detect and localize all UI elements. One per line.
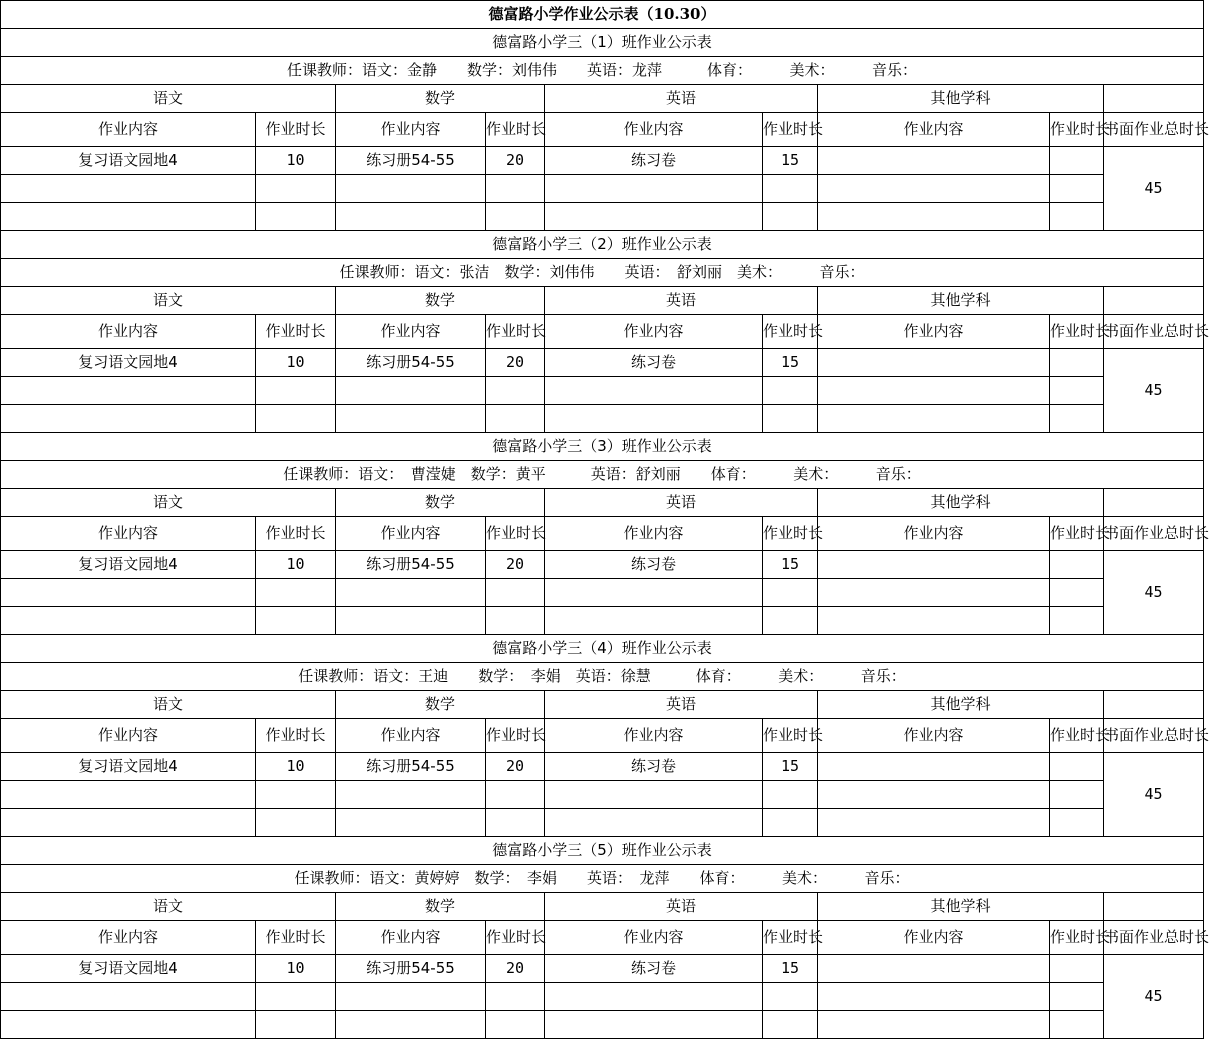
class-title: 德富路小学三（3）班作业公示表 xyxy=(1,433,1204,461)
english-duration-header: 作业时长 xyxy=(763,113,818,147)
table-row xyxy=(1,607,1204,635)
math-homework xyxy=(336,405,486,433)
english-homework xyxy=(545,203,763,231)
other-time xyxy=(1050,349,1104,377)
empty-header-cell xyxy=(1104,893,1204,921)
chinese-duration-header: 作业时长 xyxy=(256,719,336,753)
english-time xyxy=(763,579,818,607)
class-title-row xyxy=(1,231,1204,259)
other-homework xyxy=(818,147,1050,175)
chinese-homework xyxy=(1,377,256,405)
chinese-homework xyxy=(1,1011,256,1039)
math-content-header: 作业内容 xyxy=(336,719,486,753)
chinese-homework: 复习语文园地4 xyxy=(1,753,256,781)
total-duration-header: 书面作业总时长 xyxy=(1104,719,1204,753)
math-homework: 练习册54-55 xyxy=(336,147,486,175)
math-time: 20 xyxy=(486,955,545,983)
english-content-header: 作业内容 xyxy=(545,719,763,753)
math-time: 20 xyxy=(486,551,545,579)
other-homework xyxy=(818,781,1050,809)
english-content-header: 作业内容 xyxy=(545,921,763,955)
english-homework xyxy=(545,1011,763,1039)
chinese-time: 10 xyxy=(256,349,336,377)
chinese-time xyxy=(256,1011,336,1039)
math-content-header: 作业内容 xyxy=(336,113,486,147)
class-title: 德富路小学三（1）班作业公示表 xyxy=(1,29,1204,57)
table-row xyxy=(1,753,1204,781)
class-title-row xyxy=(1,29,1204,57)
total-duration: 45 xyxy=(1104,955,1204,1039)
math-time xyxy=(486,405,545,433)
subject-chinese-header: 语文 xyxy=(1,287,336,315)
math-time xyxy=(486,175,545,203)
subject-chinese-header: 语文 xyxy=(1,85,336,113)
math-homework xyxy=(336,1011,486,1039)
math-homework xyxy=(336,377,486,405)
other-duration-header: 作业时长 xyxy=(1050,315,1104,349)
english-time xyxy=(763,175,818,203)
column-header-row xyxy=(1,719,1204,753)
subject-chinese-header: 语文 xyxy=(1,489,336,517)
class-title-row xyxy=(1,433,1204,461)
teachers-line: 任课教师：语文：金静 数学：刘伟伟 英语：龙萍 体育： 美术： 音乐： xyxy=(1,57,1204,85)
other-content-header: 作业内容 xyxy=(818,719,1050,753)
other-homework xyxy=(818,955,1050,983)
math-homework: 练习册54-55 xyxy=(336,349,486,377)
table-row xyxy=(1,377,1204,405)
chinese-homework: 复习语文园地4 xyxy=(1,955,256,983)
column-header-row xyxy=(1,315,1204,349)
math-time xyxy=(486,377,545,405)
other-homework xyxy=(818,607,1050,635)
class-title: 德富路小学三（5）班作业公示表 xyxy=(1,837,1204,865)
other-duration-header: 作业时长 xyxy=(1050,113,1104,147)
table-row xyxy=(1,955,1204,983)
math-content-header: 作业内容 xyxy=(336,315,486,349)
subject-english-header: 英语 xyxy=(545,85,818,113)
other-homework xyxy=(818,203,1050,231)
total-duration-header: 书面作业总时长 xyxy=(1104,517,1204,551)
table-row xyxy=(1,1011,1204,1039)
other-time xyxy=(1050,551,1104,579)
chinese-homework xyxy=(1,983,256,1011)
column-header-row xyxy=(1,517,1204,551)
math-content-header: 作业内容 xyxy=(336,921,486,955)
other-homework xyxy=(818,579,1050,607)
english-homework xyxy=(545,175,763,203)
chinese-duration-header: 作业时长 xyxy=(256,113,336,147)
other-content-header: 作业内容 xyxy=(818,921,1050,955)
other-duration-header: 作业时长 xyxy=(1050,921,1104,955)
english-homework xyxy=(545,781,763,809)
chinese-content-header: 作业内容 xyxy=(1,921,256,955)
chinese-homework xyxy=(1,809,256,837)
other-time xyxy=(1050,607,1104,635)
math-duration-header: 作业时长 xyxy=(486,315,545,349)
subject-other-header: 其他学科 xyxy=(818,287,1104,315)
table-row xyxy=(1,203,1204,231)
chinese-duration-header: 作业时长 xyxy=(256,921,336,955)
subject-other-header: 其他学科 xyxy=(818,489,1104,517)
class-title: 德富路小学三（4）班作业公示表 xyxy=(1,635,1204,663)
english-time: 15 xyxy=(763,147,818,175)
subject-chinese-header: 语文 xyxy=(1,691,336,719)
english-time xyxy=(763,983,818,1011)
math-homework: 练习册54-55 xyxy=(336,551,486,579)
chinese-time xyxy=(256,607,336,635)
subject-english-header: 英语 xyxy=(545,489,818,517)
english-time xyxy=(763,1011,818,1039)
other-time xyxy=(1050,983,1104,1011)
math-time xyxy=(486,607,545,635)
teachers-row xyxy=(1,259,1204,287)
math-duration-header: 作业时长 xyxy=(486,719,545,753)
chinese-homework: 复习语文园地4 xyxy=(1,147,256,175)
math-homework xyxy=(336,781,486,809)
chinese-content-header: 作业内容 xyxy=(1,113,256,147)
chinese-time xyxy=(256,809,336,837)
total-duration-header: 书面作业总时长 xyxy=(1104,315,1204,349)
other-homework xyxy=(818,377,1050,405)
chinese-content-header: 作业内容 xyxy=(1,315,256,349)
other-time xyxy=(1050,753,1104,781)
chinese-time xyxy=(256,983,336,1011)
english-time: 15 xyxy=(763,955,818,983)
subject-header-row xyxy=(1,489,1204,517)
page-title: 德富路小学作业公示表（10.30） xyxy=(1,1,1204,29)
teachers-line: 任课教师：语文：王迪 数学： 李娟 英语：徐慧 体育： 美术： 音乐： xyxy=(1,663,1204,691)
math-time xyxy=(486,809,545,837)
chinese-homework xyxy=(1,781,256,809)
other-homework xyxy=(818,1011,1050,1039)
chinese-homework xyxy=(1,175,256,203)
other-time xyxy=(1050,147,1104,175)
english-homework: 练习卷 xyxy=(545,147,763,175)
other-content-header: 作业内容 xyxy=(818,113,1050,147)
english-homework xyxy=(545,607,763,635)
class-title: 德富路小学三（2）班作业公示表 xyxy=(1,231,1204,259)
chinese-homework: 复习语文园地4 xyxy=(1,349,256,377)
chinese-time xyxy=(256,579,336,607)
total-duration: 45 xyxy=(1104,753,1204,837)
subject-header-row xyxy=(1,85,1204,113)
other-time xyxy=(1050,377,1104,405)
total-duration: 45 xyxy=(1104,349,1204,433)
other-time xyxy=(1050,809,1104,837)
english-time xyxy=(763,781,818,809)
table-row xyxy=(1,551,1204,579)
other-homework xyxy=(818,551,1050,579)
table-row xyxy=(1,781,1204,809)
other-homework xyxy=(818,753,1050,781)
empty-header-cell xyxy=(1104,287,1204,315)
other-content-header: 作业内容 xyxy=(818,315,1050,349)
english-content-header: 作业内容 xyxy=(545,517,763,551)
class-title-row xyxy=(1,635,1204,663)
other-time xyxy=(1050,175,1104,203)
english-homework: 练习卷 xyxy=(545,349,763,377)
math-homework xyxy=(336,175,486,203)
chinese-homework xyxy=(1,203,256,231)
math-time xyxy=(486,983,545,1011)
english-duration-header: 作业时长 xyxy=(763,719,818,753)
subject-english-header: 英语 xyxy=(545,893,818,921)
english-time xyxy=(763,405,818,433)
subject-english-header: 英语 xyxy=(545,287,818,315)
empty-header-cell xyxy=(1104,85,1204,113)
teachers-row xyxy=(1,57,1204,85)
subject-other-header: 其他学科 xyxy=(818,85,1104,113)
subject-other-header: 其他学科 xyxy=(818,691,1104,719)
english-duration-header: 作业时长 xyxy=(763,517,818,551)
table-row xyxy=(1,983,1204,1011)
teachers-line: 任课教师：语文：张洁 数学：刘伟伟 英语： 舒刘丽 美术： 音乐： xyxy=(1,259,1204,287)
other-time xyxy=(1050,405,1104,433)
math-homework xyxy=(336,579,486,607)
chinese-content-header: 作业内容 xyxy=(1,719,256,753)
math-time: 20 xyxy=(486,349,545,377)
chinese-time xyxy=(256,781,336,809)
english-time xyxy=(763,809,818,837)
subject-english-header: 英语 xyxy=(545,691,818,719)
math-homework: 练习册54-55 xyxy=(336,955,486,983)
teachers-row xyxy=(1,461,1204,489)
table-row xyxy=(1,349,1204,377)
chinese-time: 10 xyxy=(256,551,336,579)
chinese-time: 10 xyxy=(256,955,336,983)
column-header-row xyxy=(1,921,1204,955)
subject-math-header: 数学 xyxy=(336,489,545,517)
empty-header-cell xyxy=(1104,691,1204,719)
math-time xyxy=(486,1011,545,1039)
english-homework xyxy=(545,983,763,1011)
subject-math-header: 数学 xyxy=(336,893,545,921)
column-header-row xyxy=(1,113,1204,147)
table-row xyxy=(1,579,1204,607)
other-duration-header: 作业时长 xyxy=(1050,517,1104,551)
chinese-time xyxy=(256,175,336,203)
table-row xyxy=(1,147,1204,175)
table-row xyxy=(1,175,1204,203)
english-content-header: 作业内容 xyxy=(545,113,763,147)
english-time: 15 xyxy=(763,551,818,579)
english-duration-header: 作业时长 xyxy=(763,921,818,955)
teachers-line: 任课教师：语文：黄婷婷 数学： 李娟 英语： 龙萍 体育： 美术： 音乐： xyxy=(1,865,1204,893)
math-duration-header: 作业时长 xyxy=(486,517,545,551)
other-homework xyxy=(818,175,1050,203)
english-time xyxy=(763,203,818,231)
chinese-content-header: 作业内容 xyxy=(1,517,256,551)
chinese-time: 10 xyxy=(256,753,336,781)
other-homework xyxy=(818,349,1050,377)
math-duration-header: 作业时长 xyxy=(486,921,545,955)
subject-other-header: 其他学科 xyxy=(818,893,1104,921)
table-row xyxy=(1,809,1204,837)
math-homework xyxy=(336,203,486,231)
english-homework xyxy=(545,405,763,433)
subject-header-row xyxy=(1,287,1204,315)
chinese-time xyxy=(256,203,336,231)
chinese-duration-header: 作业时长 xyxy=(256,517,336,551)
subject-math-header: 数学 xyxy=(336,85,545,113)
math-time: 20 xyxy=(486,753,545,781)
chinese-time: 10 xyxy=(256,147,336,175)
teachers-line: 任课教师：语文： 曹滢婕 数学：黄平 英语：舒刘丽 体育： 美术： 音乐： xyxy=(1,461,1204,489)
chinese-homework xyxy=(1,405,256,433)
chinese-homework xyxy=(1,607,256,635)
math-time xyxy=(486,781,545,809)
math-homework xyxy=(336,607,486,635)
other-duration-header: 作业时长 xyxy=(1050,719,1104,753)
other-homework xyxy=(818,809,1050,837)
english-homework xyxy=(545,377,763,405)
english-time: 15 xyxy=(763,349,818,377)
other-time xyxy=(1050,579,1104,607)
teachers-row xyxy=(1,865,1204,893)
math-time xyxy=(486,203,545,231)
empty-header-cell xyxy=(1104,489,1204,517)
subject-header-row xyxy=(1,691,1204,719)
class-title-row xyxy=(1,837,1204,865)
chinese-homework xyxy=(1,579,256,607)
chinese-duration-header: 作业时长 xyxy=(256,315,336,349)
math-time: 20 xyxy=(486,147,545,175)
chinese-time xyxy=(256,377,336,405)
total-duration: 45 xyxy=(1104,551,1204,635)
other-time xyxy=(1050,955,1104,983)
math-homework xyxy=(336,983,486,1011)
english-homework xyxy=(545,579,763,607)
total-duration-header: 书面作业总时长 xyxy=(1104,113,1204,147)
teachers-row xyxy=(1,663,1204,691)
english-time xyxy=(763,607,818,635)
english-homework: 练习卷 xyxy=(545,551,763,579)
table-row xyxy=(1,405,1204,433)
english-time xyxy=(763,377,818,405)
math-content-header: 作业内容 xyxy=(336,517,486,551)
english-duration-header: 作业时长 xyxy=(763,315,818,349)
other-content-header: 作业内容 xyxy=(818,517,1050,551)
subject-math-header: 数学 xyxy=(336,691,545,719)
math-duration-header: 作业时长 xyxy=(486,113,545,147)
english-homework: 练习卷 xyxy=(545,955,763,983)
english-time: 15 xyxy=(763,753,818,781)
chinese-homework: 复习语文园地4 xyxy=(1,551,256,579)
total-duration: 45 xyxy=(1104,147,1204,231)
other-time xyxy=(1050,1011,1104,1039)
other-homework xyxy=(818,983,1050,1011)
english-content-header: 作业内容 xyxy=(545,315,763,349)
other-time xyxy=(1050,781,1104,809)
other-homework xyxy=(818,405,1050,433)
chinese-time xyxy=(256,405,336,433)
total-duration-header: 书面作业总时长 xyxy=(1104,921,1204,955)
subject-math-header: 数学 xyxy=(336,287,545,315)
english-homework: 练习卷 xyxy=(545,753,763,781)
subject-header-row xyxy=(1,893,1204,921)
english-homework xyxy=(545,809,763,837)
other-time xyxy=(1050,203,1104,231)
subject-chinese-header: 语文 xyxy=(1,893,336,921)
math-homework: 练习册54-55 xyxy=(336,753,486,781)
math-homework xyxy=(336,809,486,837)
math-time xyxy=(486,579,545,607)
